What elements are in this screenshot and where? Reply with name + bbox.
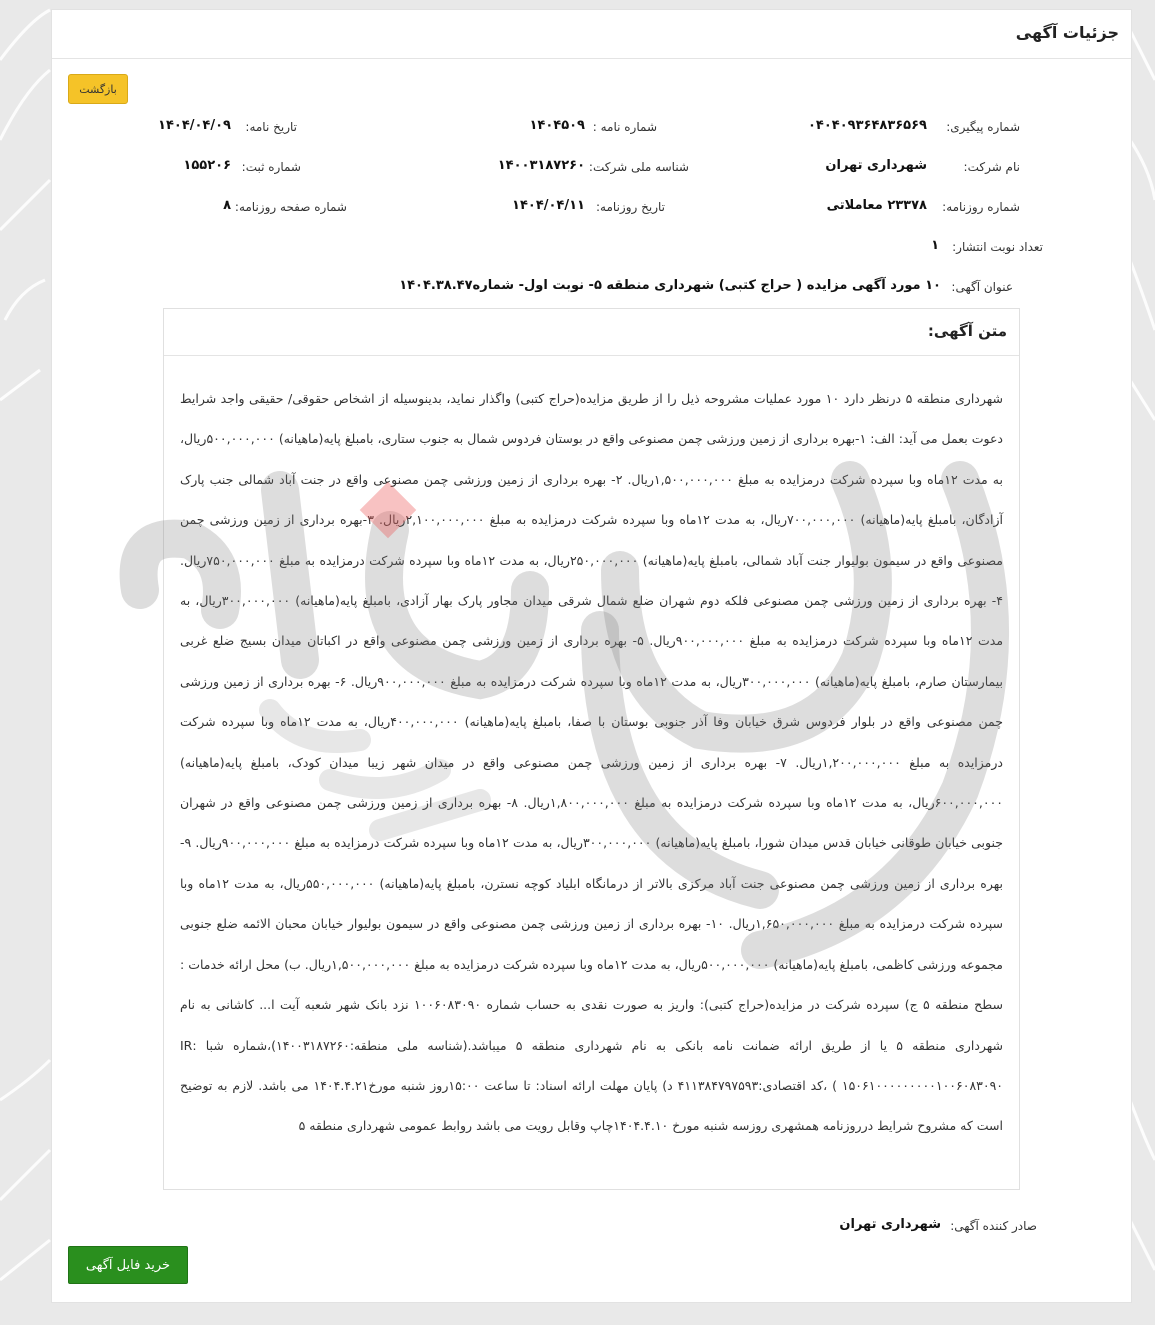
letter-date-value: ۱۴۰۴/۰۴/۰۹	[158, 118, 231, 133]
publish-count-label: تعداد نوبت انتشار:	[952, 240, 1043, 254]
letter-number-value: ۱۴۰۴۵۰۹	[529, 118, 585, 133]
ad-text-title: متن آگهی:	[927, 322, 1007, 340]
tracking-number-label: شماره پیگیری:	[946, 120, 1020, 134]
registration-number-value: ۱۵۵۲۰۶	[183, 158, 231, 173]
newspaper-date-value: ۱۴۰۴/۰۴/۱۱	[512, 198, 585, 213]
issuer-label: صادر کننده آگهی:	[950, 1219, 1037, 1233]
letter-number-label: شماره نامه :	[592, 120, 657, 134]
company-name-value: شهرداری تهران	[825, 158, 927, 173]
divider	[164, 355, 1019, 356]
newspaper-date-label: تاریخ روزنامه:	[596, 200, 665, 214]
letter-date-label: تاریخ نامه:	[245, 120, 297, 134]
newspaper-page-value: ۸	[223, 198, 231, 213]
back-button[interactable]: بازگشت	[68, 74, 128, 104]
publish-count-value: ۱	[931, 238, 939, 253]
tracking-number-value: ۰۴۰۴۰۹۳۶۴۸۳۶۵۶۹	[807, 118, 927, 133]
page-title: جزئیات آگهی	[1015, 23, 1119, 42]
panel-header	[52, 10, 1131, 59]
registration-number-label: شماره ثبت:	[241, 160, 301, 174]
newspaper-number-label: شماره روزنامه:	[942, 200, 1020, 214]
newspaper-page-label: شماره صفحه روزنامه:	[234, 200, 347, 214]
ad-text-box	[163, 308, 1020, 1190]
company-national-id-value: ۱۴۰۰۳۱۸۷۲۶۰	[497, 158, 585, 173]
ad-title-value: ۱۰ مورد آگهی مزایده ( حراج کتبی) شهرداری منطقه ۵- نوبت اول- شماره۱۴۰۴.۳۸.۴۷	[399, 278, 941, 293]
newspaper-number-value: ۲۳۳۷۸ معاملاتی	[826, 198, 927, 213]
buy-ad-file-button[interactable]: خرید فایل آگهی	[68, 1246, 188, 1284]
company-name-label: نام شرکت:	[963, 160, 1020, 174]
company-national-id-label: شناسه ملی شرکت:	[588, 160, 689, 174]
ad-title-label: عنوان آگهی:	[951, 280, 1013, 294]
ad-details-panel	[51, 9, 1132, 1303]
ad-text-body: شهرداری منطقه ۵ درنظر دارد ۱۰ مورد عملیات مشروحه ذیل را از طریق مزایده(حراج کتبی) واگذار نماید، بدینوسیله از اشخاص حقوقی/ حقیقی واجد شرایط دعوت بعمل می آید: الف: ۱-بهره برداری از زمین ورزشی چمن مصنوعی واقع در بوستان فردوس شمال به جنوب ستاری، بامبلغ پایه(ماهیانه) ۵۰۰,۰۰۰,۰۰۰ریال، به مدت ۱۲ماه وبا سپرده شرکت درمزایده به مبلغ ۱,۵۰۰,۰۰۰,۰۰۰ریال. ۲- بهره برداری از زمین ورزشی چمن مصنوعی واقع در جنت آباد شمالی جنب پارک آزادگان، بامبلغ پایه(ماهیانه) ۷۰۰,۰۰۰,۰۰۰ریال، به مدت ۱۲ماه وبا سپرده شرکت درمزایده به مبلغ ۲,۱۰۰,۰۰۰,۰۰۰ریال. ۳-بهره برداری از زمین ورزشی چمن مصنوعی واقع در سیمون بولیوار جنت آباد شمالی، بامبلغ پایه(ماهیانه) ۲۵۰,۰۰۰,۰۰۰ریال، به مدت ۱۲ماه وبا سپرده شرکت درمزایده به مبلغ ۷۵۰,۰۰۰,۰۰۰ریال. ۴- بهره برداری از زمین ورزشی چمن مصنوعی فلکه دوم شهران ضلع شمال شرقی میدان مجاور پارک بهار آزادی، بامبلغ پایه(ماهیانه) ۳۰۰,۰۰۰,۰۰۰ریال، به مدت ۱۲ماه وبا سپرده شرکت درمزایده به مبلغ ۹۰۰,۰۰۰,۰۰۰ریال. ۵- بهره برداری از زمین ورزشی چمن مصنوعی واقع در اکباتان میدان بسیج ضلع غربی بیمارستان صارم، بامبلغ پایه(ماهیانه) ۳۰۰,۰۰۰,۰۰۰ریال، به مدت ۱۲ماه وبا سپرده شرکت درمزایده به مبلغ ۹۰۰,۰۰۰,۰۰۰ریال. ۶- بهره برداری از زمین ورزشی چمن مصنوعی واقع در بلوار فردوس شرق خیابان وفا آذر جنوبی بوستان با صفا، بامبلغ پایه(ماهیانه) ۴۰۰,۰۰۰,۰۰۰ریال، به مدت ۱۲ماه وبا سپرده شرکت درمزایده به مبلغ ۱,۲۰۰,۰۰۰,۰۰۰ریال. ۷- بهره برداری از زمین ورزشی چمن مصنوعی واقع در میدان شهر زیبا میدان کودک، بامبلغ پایه(ماهیانه) ۶۰۰,۰۰۰,۰۰۰ریال، به مدت ۱۲ماه وبا سپرده شرکت درمزایده به مبلغ ۱,۸۰۰,۰۰۰,۰۰۰ریال. ۸- بهره برداری از زمین ورزشی چمن مصنوعی واقع در شهران جنوبی خیابان طوقانی خیابان قدس میدان شورا، بامبلغ پایه(ماهیانه) ۳۰۰,۰۰۰,۰۰۰ریال، به مدت ۱۲ماه وبا سپرده شرکت درمزایده به مبلغ ۹۰۰,۰۰۰,۰۰۰ریال. ۹-بهره برداری از زمین ورزشی چمن مصنوعی جنت آباد مرکزی بالاتر از درمانگاه ابلیاد کوچه نسترن، بامبلغ پایه(ماهیانه) ۵۵۰,۰۰۰,۰۰۰ریال، به مدت ۱۲ماه وبا سپرده شرکت درمزایده به مبلغ ۱,۶۵۰,۰۰۰,۰۰۰ریال. ۱۰- بهره برداری از زمین ورزشی چمن مصنوعی واقع در سیمون بولیوار خیابان محبان الائمه ضلع جنوبی مجموعه ورزشی کاظمی، بامبلغ پایه(ماهیانه) ۵۰۰,۰۰۰,۰۰۰ریال، به مدت ۱۲ماه وبا سپرده شرکت درمزایده به مبلغ ۱,۵۰۰,۰۰۰,۰۰۰ریال. ب) محل ارائه خدمات : سطح منطقه ۵ ج) سپرده شرکت در مزایده(حراج کتبی): واریز به صورت نقدی به حساب شماره ۱۰۰۶۰۸۳۰۹۰ نزد بانک شهر شعبه آیت ا... کاشانی به نام شهرداری منطقه ۵ یا از طریق ارائه ضمانت نامه بانکی به نام شهرداری منطقه ۵ میباشد.(شناسه ملی منطقه:۱۴۰۰۳۱۸۷۲۶۰)،شماره شبا :IR ۱۵۰۶۱۰۰۰۰۰۰۰۰۰۱۰۰۶۰۸۳۰۹۰ ) ،کد اقتصادی:۴۱۱۳۸۴۷۹۷۵۹۳ د) پایان مهلت ارائه اسناد: تا ساعت ۱۵:۰۰روز شنبه مورخ۱۴۰۴.۴.۲۱ می باشد. لازم به توضیح است که مشروح شرایط درروزنامه همشهری روزسه شنبه مورخ ۱۴۰۴.۴.۱۰چاپ وقابل رویت می باشد روابط عمومی شهرداری منطقه ۵	[180, 391, 1004, 1134]
issuer-value: شهرداری تهران	[839, 1217, 941, 1232]
